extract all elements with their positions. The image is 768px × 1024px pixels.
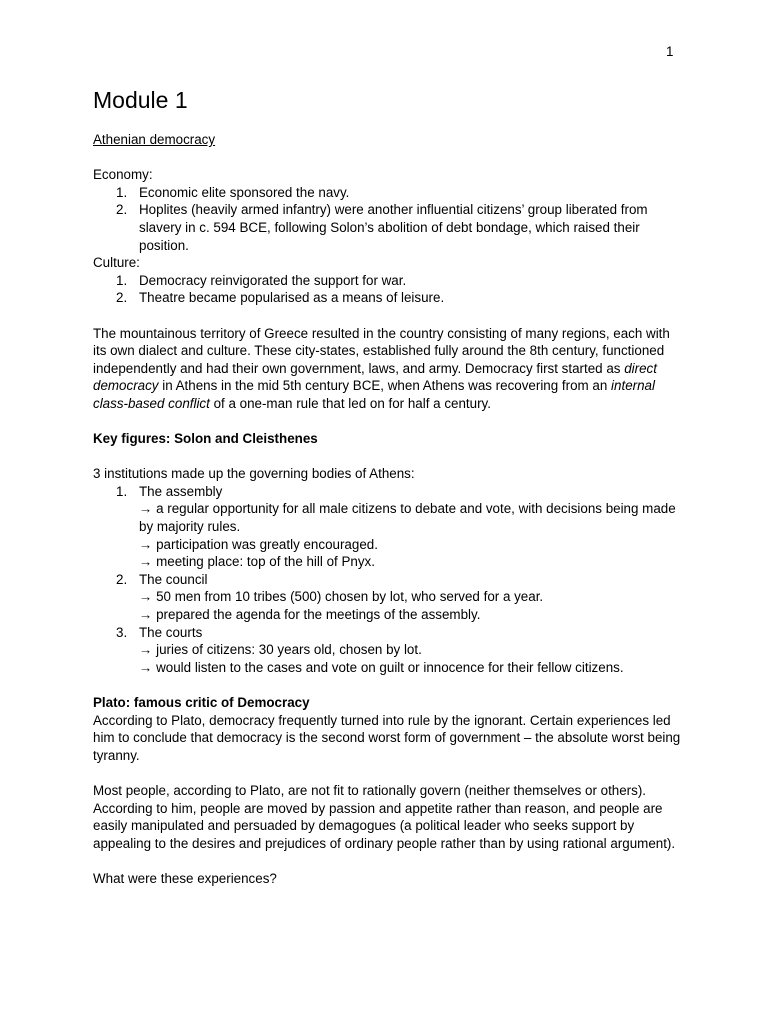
plato-heading: Plato: famous critic of Democracy [93, 695, 310, 710]
plato-paragraph: Most people, according to Plato, are not fit to rationally govern (neither themselves or others). According to him, people are moved by passion and appetite rather than reason, and people are easily manipulated and persuaded by demagogues (a political leader who seeks support by appealing to the desires and prejudices of ordinary people rather than by using rational argument). [93, 782, 676, 851]
list-item: 2. Hoplites (heavily armed infantry) were another influential citizens’ group liberated from slavery in c. 594 BCE, following Solon’s abolition of debt bondage, which raised their position. [116, 202, 648, 253]
culture-label: Culture: [93, 255, 140, 271]
document-body [93, 86, 683, 888]
section-heading: Athenian democracy [93, 132, 216, 147]
page-number: 1 [666, 44, 674, 59]
list-item: 1. Economic elite sponsored the navy. [116, 184, 350, 200]
culture-list [93, 272, 683, 307]
page-title: Module 1 [93, 87, 188, 113]
plato-paragraph: According to Plato, democracy frequently turned into rule by the ignorant. Certain experiences led him to conclude that democracy is the second worst form of government – the absolute worst being tyranny. [93, 712, 681, 763]
key-figures-heading: Key figures: Solon and Cleisthenes [93, 431, 318, 447]
institutions-list [93, 483, 683, 677]
list-item: 2. Theatre became popularised as a means of leisure. [116, 290, 445, 306]
institutions-intro: 3 institutions made up the governing bodies of Athens: [93, 466, 415, 482]
list-item: 2. The council → 50 men from 10 tribes (500) chosen by lot, who served for a year. → prepared the agenda for the meetings of the assembly. [116, 571, 544, 623]
economy-list [93, 184, 683, 254]
list-item: 1. The assembly → a regular opportunity for all male citizens to debate and vote, with decisions being made by majority rules. → participation was greatly encouraged. → meeting place: top of the hill of Pnyx. [116, 483, 676, 570]
history-paragraph: The mountainous territory of Greece resulted in the country consisting of many regions, each with its own dialect and culture. These city-states, established fully around the 8th century, functioned independently and had their own government, laws, and army. Democracy first started as direct democracy in Athens in the mid 5th century BCE, when Athens was recovering from an internal class-based conflict of a one-man rule that led on for half a century. [93, 325, 670, 411]
list-item: 3. The courts → juries of citizens: 30 years old, chosen by lot. → would listen to the cases and vote on guilt or innocence for their fellow citizens. [116, 624, 624, 675]
economy-label: Economy: [93, 167, 153, 183]
list-item: 1. Democracy reinvigorated the support for war. [116, 272, 407, 288]
question: What were these experiences? [93, 870, 277, 886]
